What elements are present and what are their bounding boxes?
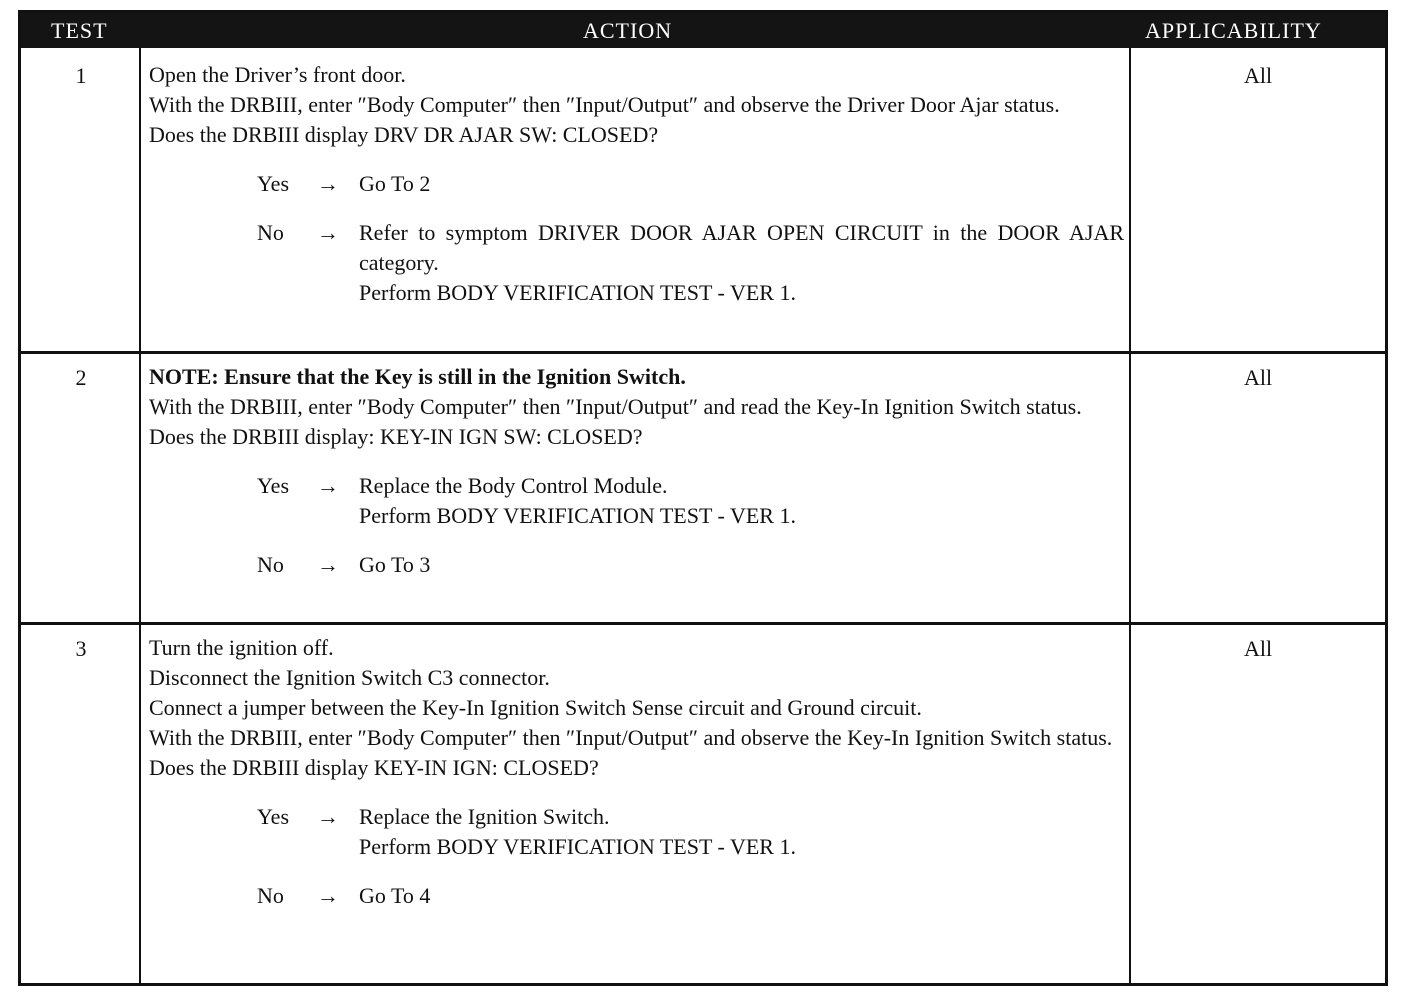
result-line: Go To 4 bbox=[359, 883, 431, 908]
instruction-line: Open the Driver’s front door. bbox=[149, 62, 406, 87]
result-line: Refer to symptom DRIVER DOOR AJAR OPEN CIRCUIT in the DOOR AJAR category. bbox=[359, 220, 1124, 275]
result-line: Perform BODY VERIFICATION TEST - VER 1. bbox=[359, 280, 796, 305]
yes-label: Yes bbox=[257, 171, 290, 196]
instruction-line: Does the DRBIII display KEY-IN IGN: CLOSED? bbox=[149, 755, 599, 780]
arrow-icon: → bbox=[317, 552, 339, 577]
test-number: 2 bbox=[75, 365, 87, 390]
instruction-line: Does the DRBIII display: KEY-IN IGN SW: CLOSED? bbox=[149, 424, 643, 449]
instruction-line: Turn the ignition off. bbox=[149, 635, 334, 660]
column-divider-test bbox=[139, 48, 141, 983]
test-action bbox=[149, 633, 1124, 911]
arrow-icon: → bbox=[317, 883, 339, 908]
no-label: No bbox=[257, 220, 284, 245]
diagnostic-test-table bbox=[18, 10, 1388, 986]
row-divider bbox=[21, 622, 1385, 625]
no-label: No bbox=[257, 883, 284, 908]
instruction-line: Disconnect the Ignition Switch C3 connector. bbox=[149, 665, 550, 690]
column-divider-applicability bbox=[1129, 48, 1131, 983]
note-line: NOTE: Ensure that the Key is still in the Ignition Switch. bbox=[149, 364, 686, 389]
instruction-line: With the DRBIII, enter ″Body Computer″ then ″Input/Output″ and read the Key-In Ignition Switch status. bbox=[149, 394, 1082, 419]
result-line: Replace the Ignition Switch. bbox=[359, 804, 610, 829]
no-label: No bbox=[257, 552, 284, 577]
result-line: Perform BODY VERIFICATION TEST - VER 1. bbox=[359, 503, 796, 528]
table-header bbox=[21, 13, 1385, 48]
arrow-icon: → bbox=[317, 804, 339, 829]
row-divider bbox=[21, 351, 1385, 354]
test-action bbox=[149, 60, 1124, 308]
test-number: 1 bbox=[75, 63, 87, 88]
arrow-icon: → bbox=[317, 473, 339, 498]
test-number: 3 bbox=[75, 636, 87, 661]
result-line: Go To 2 bbox=[359, 171, 431, 196]
applicability-value: All bbox=[1243, 365, 1273, 390]
yes-result bbox=[149, 169, 1124, 199]
arrow-icon: → bbox=[317, 171, 339, 196]
arrow-icon: → bbox=[317, 220, 339, 245]
result-line: Go To 3 bbox=[359, 552, 431, 577]
no-result bbox=[149, 550, 1124, 580]
yes-result bbox=[149, 802, 1124, 862]
instruction-line: With the DRBIII, enter ″Body Computer″ then ″Input/Output″ and observe the Driver Door Ajar status. bbox=[149, 92, 1060, 117]
yes-result bbox=[149, 471, 1124, 531]
no-result bbox=[149, 218, 1124, 308]
instruction-line: Connect a jumper between the Key-In Ignition Switch Sense circuit and Ground circuit. bbox=[149, 695, 922, 720]
instruction-line: With the DRBIII, enter ″Body Computer″ then ″Input/Output″ and observe the Key-In Ignition Switch status. bbox=[149, 725, 1113, 750]
test-action bbox=[149, 362, 1124, 580]
no-result bbox=[149, 881, 1124, 911]
result-line: Perform BODY VERIFICATION TEST - VER 1. bbox=[359, 834, 796, 859]
applicability-value: All bbox=[1243, 636, 1273, 661]
yes-label: Yes bbox=[257, 473, 290, 498]
instruction-line: Does the DRBIII display DRV DR AJAR SW: CLOSED? bbox=[149, 122, 659, 147]
applicability-value: All bbox=[1243, 63, 1273, 88]
yes-label: Yes bbox=[257, 804, 290, 829]
result-line: Replace the Body Control Module. bbox=[359, 473, 668, 498]
header-applicability: APPLICABILITY bbox=[1145, 18, 1322, 43]
header-test: TEST bbox=[51, 18, 108, 43]
header-action: ACTION bbox=[583, 18, 673, 43]
